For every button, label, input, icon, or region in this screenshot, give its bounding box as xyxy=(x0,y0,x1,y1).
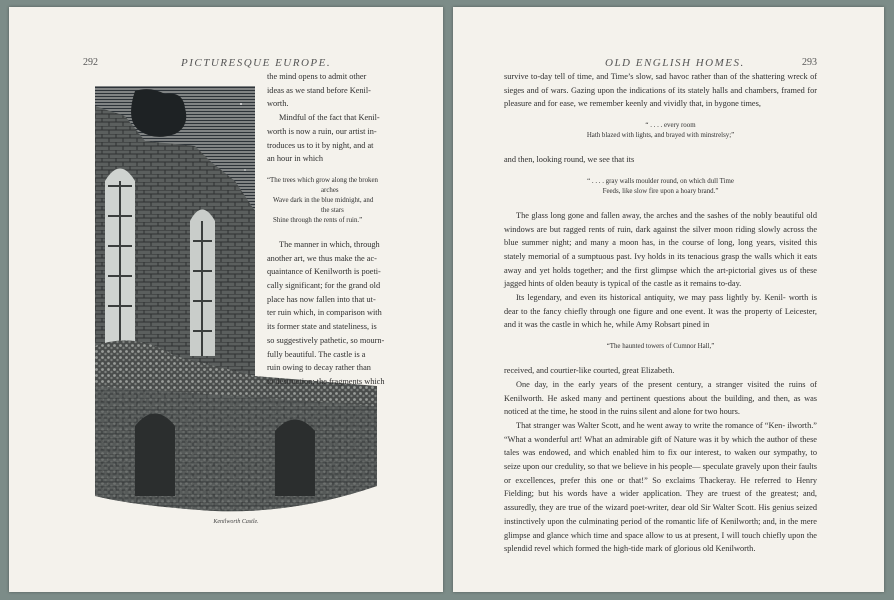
right-page xyxy=(453,7,884,592)
paragraph: received, and courtier-like courted, great Elizabeth. xyxy=(504,366,675,376)
paragraph: The manner in which, through another art, we thus make the ac- quaintance of Kenilworth is poeti- cally significant; for the grand old place has now fallen into that ut- ter ruin which, in comparison with its former state and stateliness, is so suggestively pathetic, so mourn- fully beautiful. The castle is a ruin owing to decay rather than to destruction; the fragments which xyxy=(267,239,385,386)
paragraph: Mindful of the fact that Kenil- worth is now a ruin, our artist in- troduces us to it by night, and at an hour in which xyxy=(267,113,380,164)
verse-quote: “The haunted towers of Cumnor Hall,” xyxy=(606,343,715,351)
verse-quote: “ . . . . gray walls moulder round, on which dull Time Feeds, like slow fire upon a hoary brand.” xyxy=(587,177,734,195)
left-page xyxy=(9,7,443,592)
paragraph: The glass long gone and fallen away, the arches and the sashes of the nobly beautiful old windows are but ragged rents of ruin, dark against the silver moon riding slowly across the blue summer night; and many a moon has, in the course of long, long years, visited this stately memorial of a sumptuous past. Ivy holds in its tenacious grasp the walls which it eats away and yet holds together; and the first glimpse which the art-pictorial gives us of these jagged hints of olden beauty is typical of the castle as it remains to-day. xyxy=(504,210,818,289)
paragraph: Its legendary, and even its historical antiquity, we may pass lightly by. Kenil- worth is dear to the fancy chiefly through one figure and one event. It was the property of Leicester, and it was the castle in which he, while Amy Robsart pined in xyxy=(504,293,818,330)
page-number-left: 292 xyxy=(83,57,98,68)
running-head-left: PICTURESQUE EUROPE. xyxy=(181,57,332,69)
verse-quote: “ . . . . every room Hath blazed with lights, and brayed with minstrelsy;” xyxy=(586,122,735,140)
page-number-right: 293 xyxy=(802,57,817,68)
paragraph: That stranger was Walter Scott, and he went away to write the romance of “Ken- ilworth.” “What a wonderful art! What an admirable gift of Nature was it by which the author of these tales was endowed, and which enabled him to fix our interest, to waken our sympathy, to seize upon our credulity, so that we believe in his people— speculate gravely upon their faults or excellences, prefer this one or that!” So exclaims Thackeray. He referred to Henry Fielding; but his words have a wider application. They are truest of the greatest; and, assuredly, they are true of the wizard poet-writer, dear old Sir Walter Scott. His genius seized instinctively upon the culminating period of the romantic life of Kenilworth; and, in the mere glimpse and glance which time and space allow to us at present, I will touch chiefly upon the splendid revel which formed the high-tide mark of glorious old Kenilworth. xyxy=(504,420,818,554)
illustration-caption: Kenilworth Castle. xyxy=(213,519,259,525)
running-head-right: OLD ENGLISH HOMES. xyxy=(605,57,745,69)
paragraph: and then, looking round, we see that its xyxy=(504,155,635,165)
paragraph: the mind opens to admit other ideas as we stand before Kenil- worth. xyxy=(267,72,371,109)
right-column-text xyxy=(504,70,817,556)
left-column-text xyxy=(267,70,393,389)
verse-quote: “The trees which grow along the broken arches Wave dark in the blue midnight, and the stars Shine through the rents of ruin.” xyxy=(267,176,378,224)
paragraph: One day, in the early years of the present century, a stranger visited the ruins of Kenilworth. He asked many and pertinent questions about the building, and then, as was noticed at the time, he stood in the ruins silent and alone for two hours. xyxy=(504,379,817,417)
paragraph: survive to-day tell of time, and Time’s slow, sad havoc rather than of the shattering wreck of sieges and of wars. Gazing upon the indications of its stately halls and chambers, framed for pleasure and for ease, we remember keenly and vividly that, in bygone times, xyxy=(504,72,818,109)
